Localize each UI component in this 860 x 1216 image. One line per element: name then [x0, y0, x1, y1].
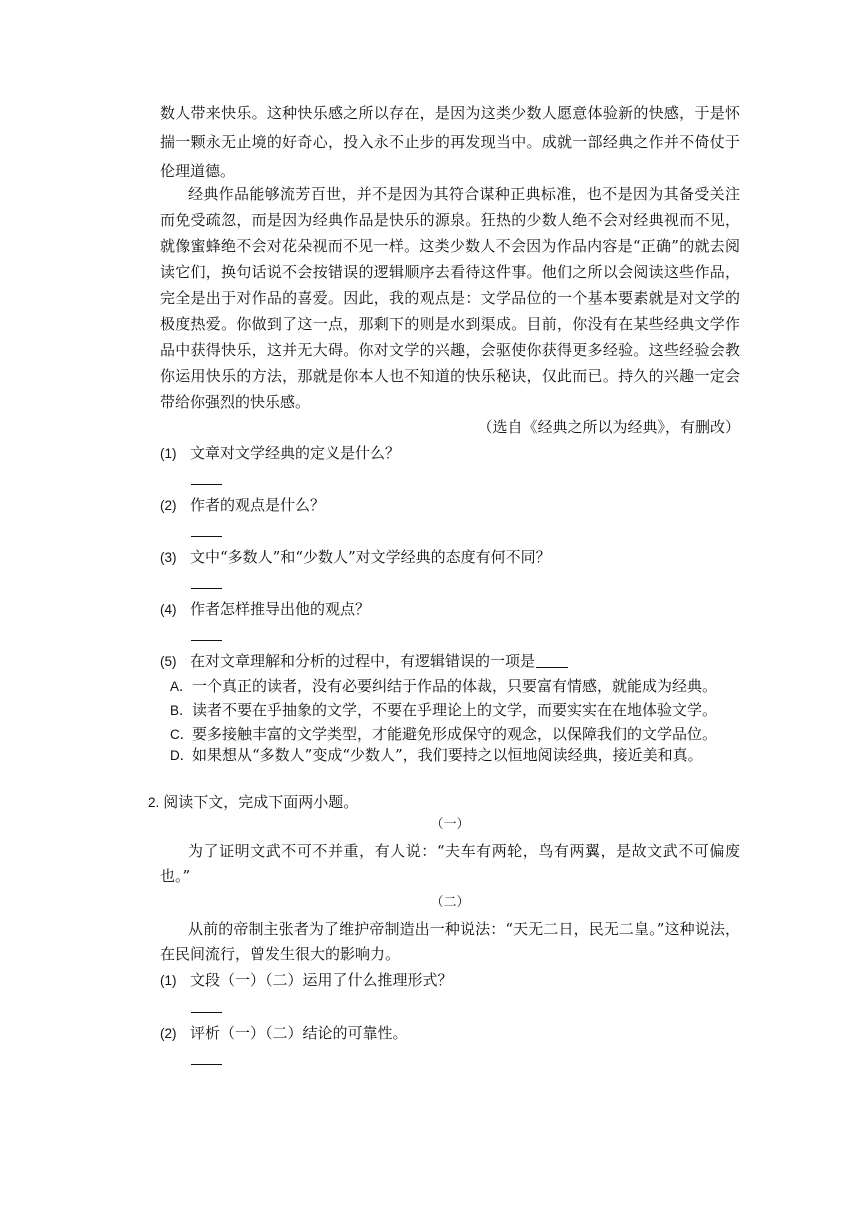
question-number: (1) — [160, 973, 177, 988]
passage-line: 经典作品能够流芳百世，并不是因为其符合谋种正典标准，也不是因为其备受关注 — [188, 185, 740, 203]
option-text: 如果想从“多数人”变成“少数人”，我们要持之以恒地阅读经典，接近美和真。 — [192, 746, 703, 764]
passage-source: （选自《经典之所以为经典》，有删改） — [477, 418, 740, 436]
option-text: 一个真正的读者，没有必要纠结于作品的体裁，只要富有情感，就能成为经典。 — [192, 677, 718, 695]
option-letter: D． — [170, 748, 194, 763]
part-2-line: 在民间流行，曾发生很大的影响力。 — [160, 945, 401, 963]
passage-line: 读它们，换句话说不会按错误的逻辑顺序去看待这件事。他们之所以会阅读这些作品， — [160, 263, 740, 281]
answer-blank[interactable] — [191, 588, 222, 589]
answer-blank[interactable] — [191, 1064, 222, 1065]
section-2-heading — [148, 792, 358, 813]
option-letter: B． — [170, 703, 193, 718]
question-text: 作者怎样推导出他的观点？ — [190, 600, 371, 618]
question-text: 在对文章理解和分析的过程中，有逻辑错误的一项是 — [190, 652, 536, 670]
question-3 — [160, 547, 551, 568]
part-2-line: 从前的帝制主张者为了维护帝制造出一种说法：“天无二日，民无二皇。”这种说法， — [188, 920, 740, 938]
question-number: (2) — [160, 1026, 177, 1041]
option-a[interactable] — [170, 676, 717, 697]
question-text: 作者的观点是什么？ — [190, 496, 326, 514]
answer-blank[interactable] — [191, 640, 222, 641]
section-number: 2. — [148, 795, 160, 810]
passage-line: 就像蜜蜂绝不会对花朵视而不见一样。这类少数人不会因为作品内容是“正确”的就去阅 — [160, 237, 740, 255]
question-number: (2) — [160, 498, 177, 513]
passage-line: 数人带来快乐。这种快乐感之所以存在，是因为这类少数人愿意体验新的快感，于是怀 — [160, 104, 740, 122]
question-2 — [160, 495, 325, 516]
question-1 — [160, 443, 400, 464]
section-2-question-2 — [160, 1023, 408, 1044]
part-2-label: （二） — [430, 895, 470, 910]
option-text: 要多接触丰富的文学类型，才能避免形成保守的观念，以保障我们的文学品位。 — [192, 725, 718, 743]
passage-line: 揣一颗永无止境的好奇心，投入永不止步的再发现当中。成就一部经典之作并不倚仗于 — [160, 133, 740, 151]
passage-line: 完全是出于对作品的喜爱。因此，我的观点是：文学品位的一个基本要素就是对文学的 — [160, 289, 740, 307]
question-number: (1) — [160, 446, 177, 461]
answer-blank[interactable] — [536, 666, 568, 668]
part-1-line: 也。” — [160, 867, 191, 885]
option-d[interactable] — [170, 745, 703, 766]
question-number: (5) — [160, 654, 177, 669]
section-2-question-1 — [160, 970, 453, 991]
question-number: (4) — [160, 602, 177, 617]
question-4 — [160, 599, 370, 620]
passage-line: 品中获得快乐，这并无大碍。你对文学的兴趣，会驱使你获得更多经验。这些经验会教 — [160, 341, 740, 359]
answer-blank[interactable] — [191, 484, 222, 485]
option-b[interactable] — [170, 700, 717, 721]
part-1-label: （一） — [430, 817, 470, 832]
passage-line: 你运用快乐的方法，那就是你本人也不知道的快乐秘诀，仅此而已。持久的兴趣一定会 — [160, 367, 740, 385]
question-5 — [160, 651, 568, 672]
answer-blank[interactable] — [191, 1012, 222, 1013]
option-letter: C． — [170, 727, 194, 742]
option-letter: A． — [170, 679, 193, 694]
question-text: 评析（一）（二）结论的可靠性。 — [190, 1024, 408, 1042]
passage-line: 带给你强烈的快乐感。 — [160, 393, 311, 411]
option-c[interactable] — [170, 724, 717, 745]
passage-line: 伦理道德。 — [160, 162, 236, 180]
section-instruction: 阅读下文，完成下面两小题。 — [163, 793, 359, 811]
part-1-line: 为了证明文武不可不并重，有人说：“夫车有两轮，鸟有两翼，是故文武不可偏废 — [188, 842, 740, 860]
answer-blank[interactable] — [191, 536, 222, 537]
question-number: (3) — [160, 550, 177, 565]
passage-line: 极度热爱。你做到了这一点，那剩下的则是水到渠成。目前，你没有在某些经典文学作 — [160, 315, 740, 333]
question-text: 文章对文学经典的定义是什么？ — [190, 444, 401, 462]
option-text: 读者不要在乎抽象的文学，不要在乎理论上的文学，而要实实在在地体验文学。 — [192, 701, 718, 719]
question-text: 文段（一）（二）运用了什么推理形式？ — [190, 971, 453, 989]
question-text: 文中“多数人”和“少数人”对文学经典的态度有何不同？ — [190, 548, 551, 566]
passage-line: 而免受疏忽，而是因为经典作品是快乐的源泉。狂热的少数人绝不会对经典视而不见， — [160, 211, 740, 229]
